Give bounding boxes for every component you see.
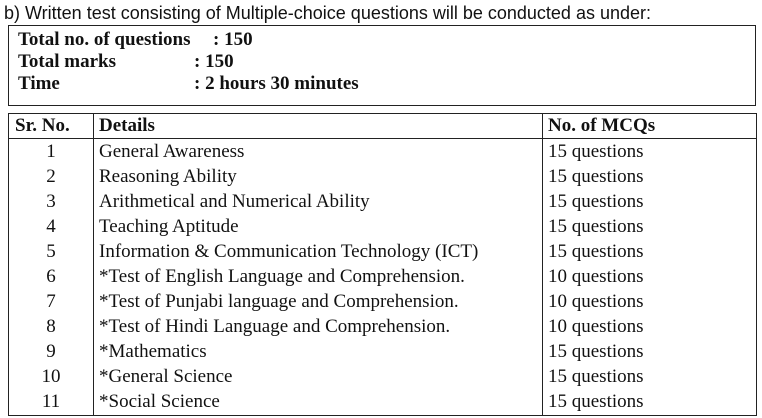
sr-no-cell: 2: [9, 164, 94, 189]
details-cell: Reasoning Ability: [94, 164, 543, 189]
details-cell: *Social Science: [94, 390, 543, 416]
header-sr-no: Sr. No.: [9, 114, 94, 139]
sr-no-cell: 11: [9, 390, 94, 416]
sr-no-cell: 3: [9, 189, 94, 214]
table-row: [9, 365, 757, 390]
details-cell: Information & Communication Technology (ICT): [94, 239, 543, 264]
table-row: [9, 289, 757, 314]
sr-no-cell: 9: [9, 340, 94, 365]
mcqs-cell: 15 questions: [543, 139, 757, 165]
details-cell: Teaching Aptitude: [94, 214, 543, 239]
total-marks-label: Total marks: [18, 51, 117, 72]
total-questions-value: : 150: [213, 29, 253, 50]
details-cell: *Test of Punjabi language and Comprehension.: [94, 289, 543, 314]
table-row: [9, 340, 757, 365]
mcqs-cell: 15 questions: [543, 164, 757, 189]
header-mcqs: No. of MCQs: [543, 114, 757, 139]
exam-summary-box: [8, 25, 756, 106]
details-cell: Arithmetical and Numerical Ability: [94, 189, 543, 214]
total-marks-value: : 150: [194, 51, 234, 72]
mcqs-cell: 15 questions: [543, 340, 757, 365]
sr-no-cell: 4: [9, 214, 94, 239]
header-details: Details: [94, 114, 543, 139]
total-questions-label: Total no. of questions: [18, 29, 191, 50]
mcqs-cell: 15 questions: [543, 390, 757, 416]
sr-no-cell: 8: [9, 315, 94, 340]
details-cell: General Awareness: [94, 139, 543, 165]
mcq-distribution-table: [8, 113, 757, 416]
time-value: : 2 hours 30 minutes: [194, 73, 359, 94]
details-cell: *General Science: [94, 365, 543, 390]
mcqs-cell: 10 questions: [543, 264, 757, 289]
details-cell: *Mathematics: [94, 340, 543, 365]
section-heading: b) Written test consisting of Multiple-choice questions will be conducted as under:: [4, 3, 651, 23]
sr-no-cell: 7: [9, 289, 94, 314]
table-row: [9, 164, 757, 189]
mcqs-cell: 10 questions: [543, 289, 757, 314]
table-row: [9, 189, 757, 214]
mcqs-cell: 15 questions: [543, 239, 757, 264]
sr-no-cell: 6: [9, 264, 94, 289]
table-header-row: [9, 114, 757, 139]
table-row: [9, 390, 757, 416]
details-cell: *Test of Hindi Language and Comprehension.: [94, 315, 543, 340]
sr-no-cell: 5: [9, 239, 94, 264]
table-row: [9, 139, 757, 165]
sr-no-cell: 1: [9, 139, 94, 165]
table-row: [9, 264, 757, 289]
table-row: [9, 239, 757, 264]
mcqs-cell: 10 questions: [543, 315, 757, 340]
time-label: Time: [18, 73, 60, 94]
details-cell: *Test of English Language and Comprehension.: [94, 264, 543, 289]
mcqs-cell: 15 questions: [543, 214, 757, 239]
table-row: [9, 214, 757, 239]
mcqs-cell: 15 questions: [543, 365, 757, 390]
sr-no-cell: 10: [9, 365, 94, 390]
table-row: [9, 315, 757, 340]
mcqs-cell: 15 questions: [543, 189, 757, 214]
